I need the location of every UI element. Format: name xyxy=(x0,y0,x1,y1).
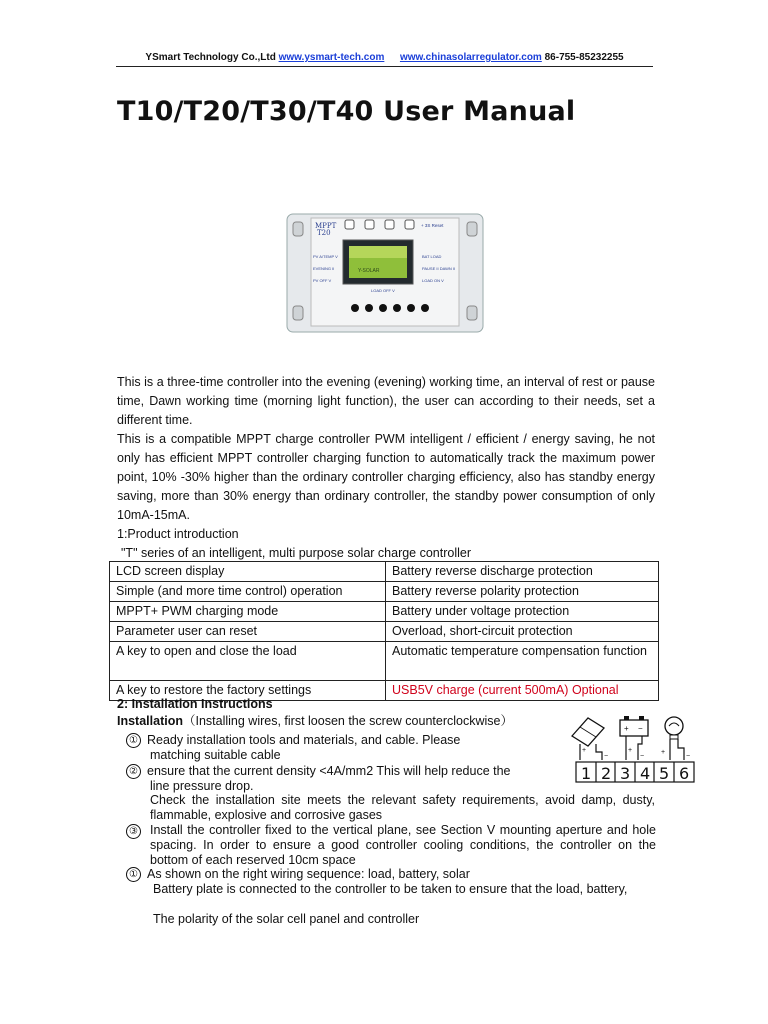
svg-text:+: + xyxy=(628,747,633,754)
phone-number: 86-755-85232255 xyxy=(544,52,624,63)
svg-text:+: + xyxy=(661,749,666,756)
table-cell: Automatic temperature compensation function xyxy=(386,642,659,681)
label-evening: EVENING II xyxy=(313,266,335,271)
table-cell: A key to restore the factory settings xyxy=(110,681,386,701)
feature-table xyxy=(109,561,659,701)
step-1 xyxy=(126,733,544,748)
table-cell: MPPT+ PWM charging mode xyxy=(110,602,386,622)
step-marker: ③ xyxy=(126,824,141,839)
label-pv-off: PV OFF V xyxy=(313,278,332,283)
svg-text:+: + xyxy=(624,724,629,733)
svg-text:−: − xyxy=(604,753,609,760)
table-cell: Battery reverse polarity protection xyxy=(386,582,659,602)
table-cell: Battery reverse discharge protection xyxy=(386,562,659,582)
step-2-continued: line pressure drop. xyxy=(150,779,254,793)
label-pv-temp: PV A/TEMP V xyxy=(313,254,338,259)
terminal-5: 5 xyxy=(659,764,670,783)
company-name: YSmart Technology Co.,Ltd xyxy=(145,52,276,63)
installation-note: （Installing wires, first loosen the screw counterclockwise） xyxy=(182,714,513,728)
table-row xyxy=(110,642,659,681)
label-load-on: LOAD ON V xyxy=(422,278,444,283)
step-marker: ① xyxy=(126,867,141,882)
battery-icon xyxy=(620,716,648,736)
table-cell: Parameter user can reset xyxy=(110,622,386,642)
key-1 xyxy=(345,220,354,229)
step-marker: ② xyxy=(126,764,141,779)
key-3 xyxy=(385,220,394,229)
table-cell: A key to open and close the load xyxy=(110,642,386,681)
step-marker: ① xyxy=(126,733,141,748)
terminal-1: 1 xyxy=(581,764,592,783)
table-cell: Overload, short-circuit protection xyxy=(386,622,659,642)
terminal-4: 4 xyxy=(640,764,651,783)
label-bat-load: BAT LOAD xyxy=(422,254,442,259)
step-2-text: ensure that the current density <4A/mm2 This will help reduce the xyxy=(147,764,511,778)
series-description: "T" series of an intelligent, multi purpose solar charge controller xyxy=(121,546,472,560)
model-label: MPPT xyxy=(315,222,337,230)
svg-text:+: + xyxy=(582,747,587,754)
page-header xyxy=(116,52,653,67)
section-product-intro: 1:Product introduction xyxy=(117,527,239,541)
step-4 xyxy=(126,867,470,882)
website-link[interactable]: www.ysmart-tech.com xyxy=(278,52,385,63)
table-cell-usb-optional: USB5V charge (current 500mA) Optional xyxy=(386,681,659,701)
intro-paragraph-1: This is a three-time controller into the evening (evening) working time, an interval of rest or pause time, Dawn working time (morning light function), the user can according to their needs, set a different time. xyxy=(117,375,655,427)
regulator-website-link[interactable]: www.chinasolarregulator.com xyxy=(399,52,542,63)
step-3-text: Install the controller fixed to the vertical plane, see Section V mounting aperture and hole spacing. In order to ensure a good controller cooling conditions, the controller on the bottom of each reserved 10cm space xyxy=(150,823,656,867)
reset-label: + 3S Reset xyxy=(421,223,444,228)
table-row xyxy=(110,562,659,582)
lcd-brand: Y-SOLAR xyxy=(358,268,380,274)
controller-photo xyxy=(285,210,485,336)
terminal-3: 3 xyxy=(620,764,631,783)
lamp-icon xyxy=(665,717,683,739)
table-row xyxy=(110,622,659,642)
step-1-continued: matching suitable cable xyxy=(150,748,281,762)
terminal-2: 2 xyxy=(601,764,612,783)
step-1-text: Ready installation tools and materials, and cable. Please xyxy=(147,733,461,747)
table-row xyxy=(110,602,659,622)
battery-note: Battery plate is connected to the controller to be taken to ensure that the load, battery, xyxy=(153,882,628,896)
site-check-text: Check the installation site meets the relevant safety requirements, avoid damp, dusty, flammable, explosive and corrosive gases xyxy=(150,793,655,822)
installation-label: Installation xyxy=(117,714,183,728)
key-2 xyxy=(365,220,374,229)
wiring-diagram xyxy=(566,714,696,790)
label-load-off: LOAD OFF V xyxy=(371,288,395,293)
intro-paragraph-2: This is a compatible MPPT charge controller PWM intelligent / efficient / energy saving, he not only has efficient MPPT controller charging function to automatically track the maximum power point, 10% -30% higher than the ordinary controller charging efficiency, also has standby energy saving, more than 30% energy than ordinary controller, the standby power consumption of only 10mA-15mA. xyxy=(117,432,655,522)
svg-text:−: − xyxy=(638,724,643,733)
step-2 xyxy=(126,764,511,779)
table-cell: LCD screen display xyxy=(110,562,386,582)
svg-text:−: − xyxy=(640,753,645,760)
page-title: T10/T20/T30/T40 User Manual xyxy=(117,96,576,127)
terminal-6: 6 xyxy=(679,764,690,783)
table-cell: Battery under voltage protection xyxy=(386,602,659,622)
label-pause-dawn: PAUSE II DAWN II xyxy=(422,266,456,271)
step-3 xyxy=(126,823,656,868)
key-4 xyxy=(405,220,414,229)
installation-label-line xyxy=(117,714,513,729)
polarity-note: The polarity of the solar cell panel and controller xyxy=(153,912,420,926)
installation-heading: 2: Installation Instructions xyxy=(117,697,273,711)
svg-text:−: − xyxy=(686,753,691,760)
table-row xyxy=(110,582,659,602)
model-number: T20 xyxy=(317,229,331,237)
table-cell: Simple (and more time control) operation xyxy=(110,582,386,602)
step-4-text: As shown on the right wiring sequence: load, battery, solar xyxy=(147,867,470,881)
solar-panel-icon xyxy=(572,718,604,746)
